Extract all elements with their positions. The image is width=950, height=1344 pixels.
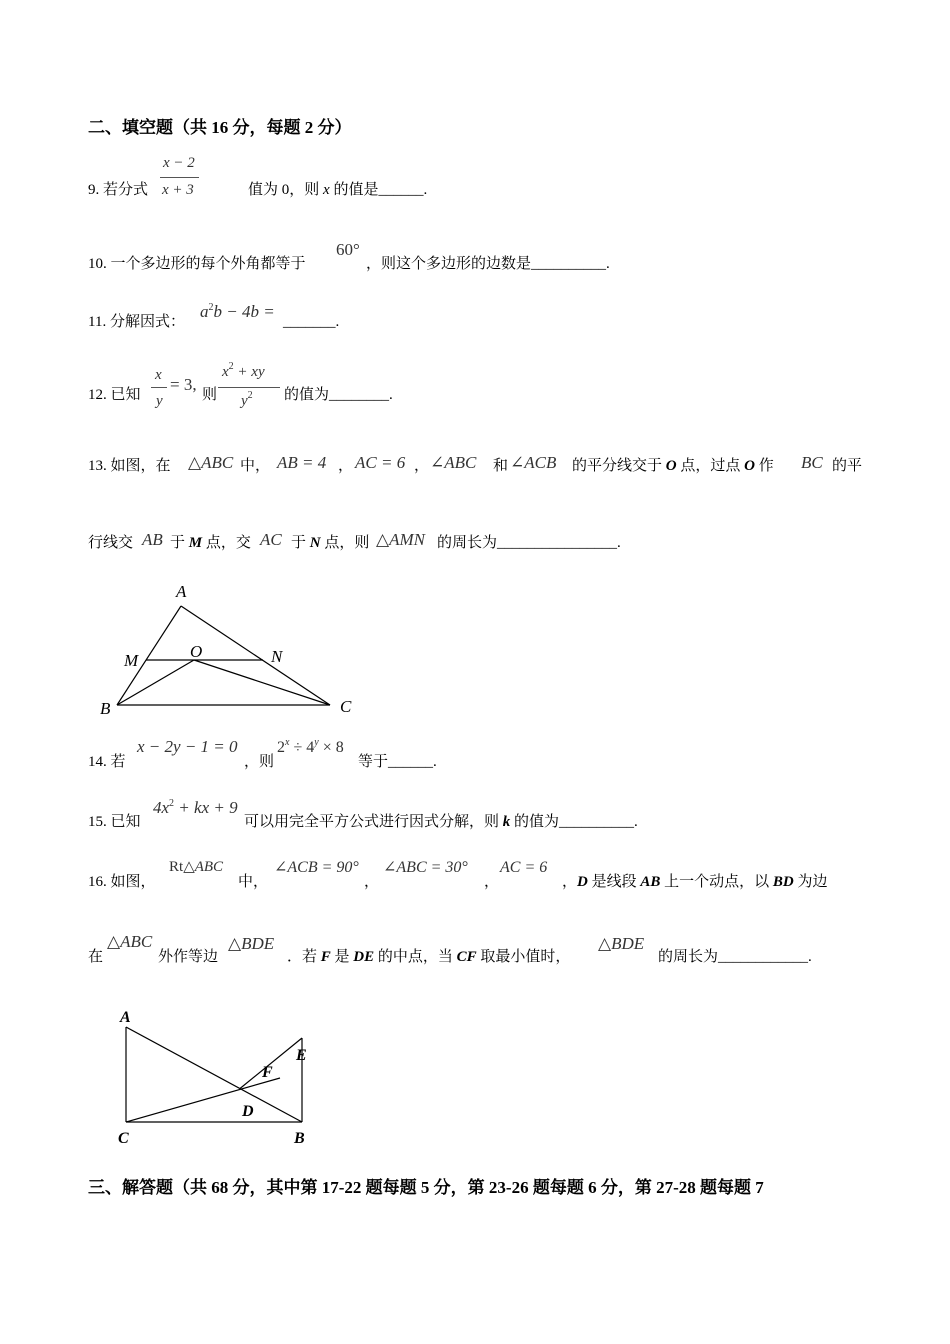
q16-line2-text-2: ．若 (287, 949, 321, 965)
q10-text: ，则这个多边形的边数是__________. (366, 256, 610, 272)
q11-lead: 11. 分解因式： (88, 314, 185, 330)
q13-lead: 13. 如图，在 (88, 458, 171, 474)
q13-line2-ab: AB (142, 530, 163, 549)
q14-base-2: 2 (277, 739, 285, 756)
q15-text-1: 可以用完全平方公式进行因式分解，则 (244, 814, 503, 830)
q16-segment-bd: BD (772, 874, 794, 890)
q9-fraction-bar (160, 177, 199, 178)
q13-label-b: B (100, 699, 111, 718)
q9-text-2: 的值是______. (329, 182, 428, 198)
q12-f2-num-rest: + xy (233, 364, 265, 380)
q15-text (244, 814, 638, 830)
q16-rt-triangle-abc: △ABC (183, 859, 224, 875)
q13-line2-ac: AC (260, 530, 282, 549)
q16-text-2: 上一个动点，以 (660, 874, 773, 890)
q15-lead: 15. 已知 (88, 814, 141, 830)
q13-text-1: 的平分线交于 (572, 458, 666, 474)
q13-line2-text-4: 点，则 (320, 535, 370, 551)
section-3-title: 三、解答题（共 68 分，其中第 17-22 题每题 5 分，第 23-26 题每题 6 分，第 27-28 题每题 7 (88, 1178, 764, 1197)
q9-text (248, 182, 427, 198)
q15-expr-a: 4x (153, 798, 170, 817)
q12-fraction1-numerator: x (155, 367, 162, 383)
q13-line2-text-5: 的周长为________________. (437, 535, 621, 551)
q13-label-a: A (176, 582, 187, 601)
q16-side-ab (126, 1027, 302, 1122)
q16-triangle-bde-2: △BDE (598, 934, 645, 953)
q13-comma-2: ， (414, 458, 430, 474)
q13-side-ac (181, 606, 330, 705)
q16-lead: 16. 如图， (88, 874, 156, 890)
q16-text-3: 为边 (793, 874, 828, 890)
q12-text: 的值为________. (284, 387, 393, 403)
q16-label-e: E (296, 1047, 307, 1064)
q11-expr-a: a (200, 302, 209, 321)
q13-segment-oc (194, 660, 330, 705)
q13-text-3: 作 (754, 458, 774, 474)
q13-angle-acb: ∠ACB (510, 453, 557, 472)
q16-line2-text-1: 外作等边 (158, 949, 219, 965)
q14-exponent-x: x (285, 737, 290, 748)
q12-fraction2-numerator (222, 361, 265, 382)
q10-angle: 60° (336, 240, 360, 259)
q16-line2-text-4: 的中点，当 (374, 949, 457, 965)
q14-exponent-y: y (314, 737, 319, 748)
q16-ac-eq: AC = 6 (500, 859, 548, 876)
q13-line2-text-1: 于 (170, 535, 189, 551)
q16-point-d: D (577, 874, 588, 890)
q12-f2-num-a: x (222, 364, 229, 380)
q9-fraction-denominator: x + 3 (162, 182, 194, 198)
q13-ac-eq: AC = 6 (355, 453, 406, 472)
q13-label-o: O (190, 642, 203, 661)
q12-equals: = 3, (170, 375, 197, 394)
q12-fraction2-denominator (241, 390, 253, 411)
q16-line2-text-6: 的周长为____________. (658, 949, 812, 965)
q16-segment-cf (126, 1078, 280, 1122)
q15-text-2: 的值为__________. (510, 814, 638, 830)
q13-text-zhong: 中， (240, 458, 271, 474)
q13-point-o-1: O (665, 458, 677, 474)
q16-label-c: C (118, 1130, 129, 1147)
q16-text-1: 是线段 (587, 874, 641, 890)
q16-comma-3: ， (562, 874, 578, 890)
q14-times-8: × 8 (318, 739, 344, 756)
q12-f2-den-a: y (241, 393, 248, 409)
q12-fraction1-denominator: y (156, 393, 163, 409)
q12-f2-num-exponent: 2 (228, 361, 234, 372)
q13-text-he: 和 (493, 458, 509, 474)
q13-point-m: M (188, 535, 203, 551)
q16-text-moving-point (562, 874, 828, 890)
q14-lead: 14. 若 (88, 754, 126, 770)
q11-blank: _______. (283, 314, 340, 330)
q9-lead: 9. 若分式 (88, 182, 149, 198)
q11-expression (200, 303, 275, 324)
q13-angle-abc: ∠ABC (430, 453, 477, 472)
q16-text-zhong: 中， (238, 874, 269, 890)
q13-text-4: 的平 (832, 458, 863, 474)
q12-fraction2-bar (218, 387, 280, 388)
q11-expr-rest: b − 4b = (213, 302, 275, 321)
q14-divide-4: ÷ 4 (289, 739, 315, 756)
q16-angle-abc: ∠ABC = 30° (383, 859, 468, 876)
q13-text-2: 点，过点 (676, 458, 745, 474)
section-2-title: 二、填空题（共 16 分，每题 2 分） (88, 118, 352, 137)
q16-line2-lead: 在 (88, 949, 104, 965)
q13-label-n: N (271, 647, 283, 666)
q13-point-o-2: O (744, 458, 755, 474)
q16-label-a: A (120, 1009, 131, 1026)
q12-then: 则 (202, 387, 218, 403)
q13-triangle-amn: △AMN (376, 530, 425, 549)
q16-label-d: D (242, 1103, 254, 1120)
q12-fraction1-bar (151, 387, 167, 388)
q16-line2-text-3: 是 (330, 949, 354, 965)
q15-expr-rest: + kx + 9 (174, 798, 238, 817)
q9-fraction-numerator: x − 2 (163, 155, 195, 171)
q16-angle-acb: ∠ACB = 90° (274, 859, 359, 876)
q16-label-b: B (294, 1130, 305, 1147)
q13-line2-text-2: 点，交 (202, 535, 251, 551)
q13-ab-eq: AB = 4 (277, 453, 327, 472)
q9-text-1: 值为 0，则 (248, 182, 324, 198)
q13-figure (90, 580, 370, 720)
q13-line2-lead: 行线交 (88, 535, 134, 551)
q16-comma-1: ， (364, 874, 380, 890)
q16-triangle-abc: △ABC (107, 932, 153, 951)
q15-expression (153, 799, 238, 820)
q11-expr-exponent: 2 (208, 302, 214, 313)
q16-segment-de: DE (353, 949, 375, 965)
q13-label-m: M (124, 651, 139, 670)
q13-line2-text-m (170, 535, 251, 551)
q16-segment-cf: CF (456, 949, 477, 965)
q10-lead: 10. 一个多边形的每个外角都等于 (88, 256, 306, 272)
q13-triangle-abc: △ABC (188, 453, 234, 472)
q16-rt: Rt (169, 859, 184, 875)
q16-point-f: F (320, 949, 331, 965)
q14-text-1: ，则 (244, 754, 275, 770)
q13-segment-bc: BC (801, 453, 823, 472)
q16-segment-ab: AB (640, 874, 661, 890)
q16-triangle-bde-1: △BDE (228, 934, 275, 953)
q13-line2-text-3: 于 (291, 535, 310, 551)
q15-variable-k: k (502, 814, 511, 830)
q14-equation: x − 2y − 1 = 0 (137, 737, 238, 756)
q12-f2-den-exponent: 2 (247, 390, 253, 401)
q14-text-2: 等于______. (358, 754, 437, 770)
q16-rt-triangle (169, 859, 223, 875)
q14-expression (277, 739, 344, 759)
q13-comma-1: ， (338, 458, 354, 474)
q16-figure (110, 1005, 320, 1150)
q16-label-f: F (262, 1064, 273, 1081)
q13-line2-text-n (291, 535, 369, 551)
q16-line2-text-5: 取最小值时， (476, 949, 571, 965)
q16-line2-text-midpoint (287, 949, 570, 965)
q9-variable: x (323, 182, 330, 198)
q13-label-c: C (340, 697, 352, 716)
q13-point-n: N (309, 535, 321, 551)
q15-expr-exponent: 2 (169, 798, 175, 809)
q16-comma-2: ， (484, 874, 500, 890)
q13-text-bisector (572, 458, 774, 474)
q12-lead: 12. 已知 (88, 387, 141, 403)
